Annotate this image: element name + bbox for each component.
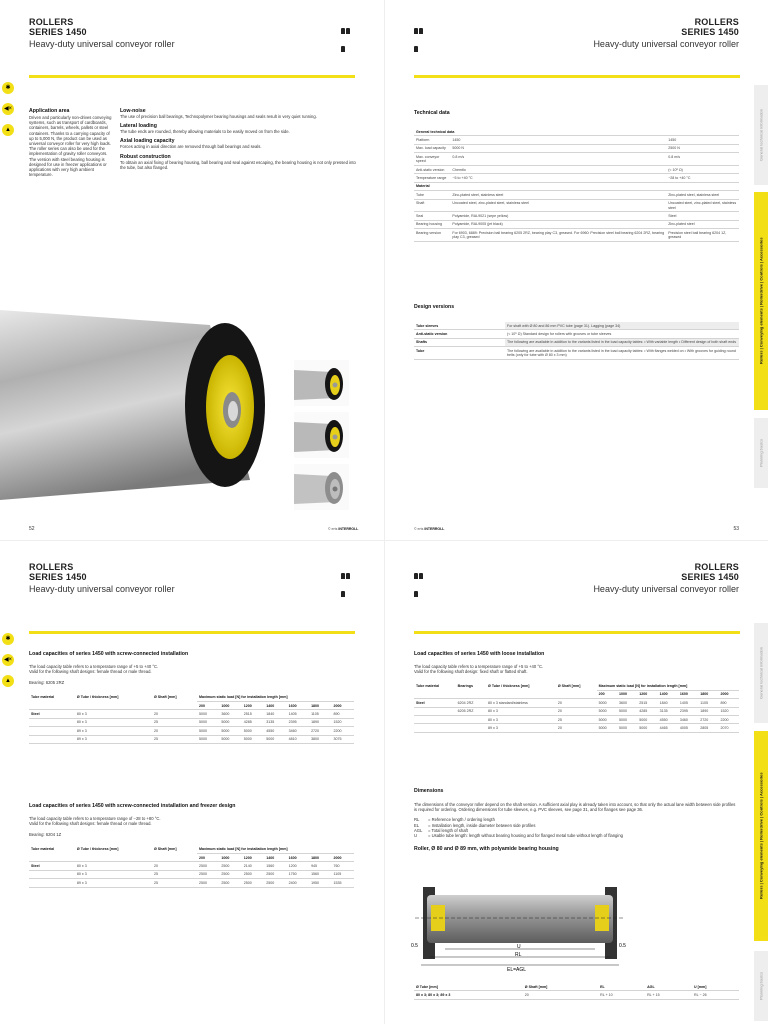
bearing-label: Bearing: 6204 1Z [29,832,62,838]
page-53 [384,0,768,540]
page-number: 52 [29,526,35,532]
table-row: Steel 80 x 3 20 2500 2500 2140 1560 1200 945 760 [29,862,354,870]
dimensions-section [414,788,739,852]
table-row: Tube sleeves For shaft with Ø 80 and 86 mm PVC tube (page 31). Lagging (page 34) [414,322,739,330]
table-row: Anti-static version Chemtlo (< 10⁶ Ω) [414,166,739,174]
header-subtitle: Heavy-duty universal conveyor roller [29,39,175,49]
section-note: The load capacity table refers to a temperature range of +5 to +40 °C. [29,664,159,669]
table-section-header: General technical data [414,128,739,136]
table-row: 80 x 3 25 2500 2500 2500 2500 1750 1560 1105 [29,870,354,878]
table-row: 80 x 3; 80 x 3; 89 x 3 20 RL + 10 RL + 15 RL − 26 [414,991,739,999]
section-note: Valid for the following shaft designs: female thread or male thread. [29,669,152,675]
table-row: Steel 80 x 3 20 5000 3600 2515 1840 1405 1105 890 [29,710,354,718]
feature-text: Forces acting in axial direction are removed through ball bearings and seals. [120,144,262,150]
section-note: Valid for the following shaft designs: female thread or male thread. [29,821,152,827]
load-capacity-loose-section [414,651,739,733]
bearing-label: Bearing: 6205 2RZ [29,680,65,686]
load-capacity-freezer-section [29,803,354,888]
roller-thumbnail [294,464,349,510]
feature-text: The use of precision ball bearings, Technopolymer bearing housings and seals result in very quiet running. [120,114,317,119]
feature-heading: Axial loading capacity [120,138,175,145]
feature-heading: Low-noise [120,108,146,114]
load-capacity-screw-section [29,651,354,744]
roller-thumbnail [294,360,349,406]
table-row: Max. conveyor speed 0.8 m/s 0.8 m/s [414,153,739,166]
heavy-load-icon: ▲ [2,124,14,136]
legend-item: RL = Reference length / ordering length [414,817,495,823]
feature-text: To obtain an axial fixing of bearing housing, ball bearing and seal against escaping, the bearing housing is not only pressed into the tube, but also flanged. [120,159,356,170]
table-row: 89 x 3 20 5000 5000 5000 4465 4005 2805 2070 [414,724,739,732]
table-row: Temperature range −5 to +40 °C −28 to +40 °C [414,174,739,182]
table-row: Bearing version For 6903, 6889: Precision ball bearing 6205 2RZ, bearing play C3, greased. For 6960: Precision steel ball bearing 6204 2RZ, bearing play C3, greased Precision steel ball bearing 6204 1Z, greased [414,229,739,242]
roller-thumbnail [294,412,349,458]
section-note: The load capacity table refers to a temperature range of +5 to +40 °C. [414,664,544,669]
load-table: Tube material Bearings Ø Tube / thickness [mm] Ø Shaft [mm] Maximum static load [N] for installation length [mm] 200 1000 1200 1400 1600 1800 2000 Steel 6204 2RZ 80 x 3 standard/stainless 20 5000 3600 2515 1840 1405 1105 890 6205 2RZ 80 x 3 20 5000 5000 4285 3135 2395 1890 1520 80 x 3 25 5000 5000 5000 4550 3460 2720 2200 89 x 3 20 5000 5000 5000 4465 4005 2805 2070 [414,682,739,732]
brand-logo-icon [414,566,428,572]
page-55 [384,540,768,1024]
dimensions-text: The dimensions of the conveyor roller depend on the shaft version. A sufficient axial play is already taken into account, so that only the actual lane width between side profiles is required for ordering. Ordering dimensions for tube sleeves, e.g. PVC sleeves, see page 31, and for flanges see page 36. [414,802,736,813]
yellow-rule [414,631,740,634]
table-row: 80 x 3 25 5000 5000 5000 4550 3460 2720 2200 [414,716,739,724]
table-row: 89 x 3 25 5000 5000 5000 5000 4810 3800 3075 [29,735,354,743]
feature-icons [2,82,14,145]
table-row: 89 x 3 20 5000 5000 5000 4550 3460 2720 2200 [29,727,354,735]
low-noise-icon: ◀× [2,103,14,115]
technical-data-table [414,128,739,242]
heavy-load-icon: ▲ [2,675,14,687]
brand-logo-icon [341,21,355,27]
header-title: ROLLERS SERIES 1450 [681,562,739,582]
drawing-label-u: U [517,944,521,950]
design-versions-heading: Design versions [414,304,455,310]
dimensions-heading: Dimensions [414,788,444,794]
freezer-icon: ✱ [2,633,14,645]
page-number: 53 [733,526,739,532]
table-row: 80 x 3 25 5000 5000 4285 3135 2395 1890 1520 [29,718,354,726]
freezer-icon: ✱ [2,82,14,94]
brand-logo-icon [341,566,355,572]
table-row: Tube The following are available in addition to the variants listed in the load capacity tables: • With flanges welded on • With grooves for guiding round belts (only for tube with Ø 80 x 3 mm) [414,347,739,360]
technical-data-heading: Technical data [414,110,450,116]
tab-rollers[interactable]: Rollers | Conveying elements | Rollerdrive | Controls | Accessories [754,192,768,410]
table-row: Anti-static version (< 10⁶ Ω) Standard design for rollers with grooves or tube sleeves [414,330,739,338]
table-row: Platform 1450 1450 [414,136,739,144]
dimension-legend [414,817,739,838]
roller-main-image [0,290,270,520]
yellow-rule [29,631,355,634]
low-noise-icon: ◀× [2,654,14,666]
application-area-heading: Application area [29,108,70,114]
yellow-rule [29,75,355,78]
page-52 [0,0,384,540]
table-row: 89 x 3 25 2500 2500 2500 2500 2400 1950 1535 [29,879,354,887]
feature-heading: Robust construction [120,153,171,160]
feature-list [120,108,360,170]
drawing-label-el-agl: EL=AGL [507,967,527,973]
brand-logo-icon [414,21,428,27]
header-subtitle: Heavy-duty universal conveyor roller [29,584,175,594]
yellow-rule [414,75,740,78]
tab-general-info[interactable]: General technical information [754,623,768,723]
tab-rollers[interactable]: Rollers | Conveying elements | Rollerdrive | Controls | Accessories [754,731,768,941]
table-row: Tube Zinc-plated steel, stainless steel Zinc-plated steel, stainless steel [414,191,739,199]
header-subtitle: Heavy-duty universal conveyor roller [593,584,739,594]
table-row: Seal Polyamide, RAL9021 (sepe yellow) Steel [414,212,739,220]
table-row: Max. load capacity 5000 N 2500 N [414,144,739,152]
table-section-header: Material [414,182,739,190]
header-title: ROLLERS SERIES 1450 [29,17,87,37]
tab-planning-basics[interactable]: Planning basics [754,418,768,488]
section-note: The load capacity table refers to a temperature range of −28 to +80 °C. [29,816,161,821]
section-heading: Load capacities of series 1450 with loose installation [414,651,545,657]
drawing-label-rl: RL [515,952,522,958]
page-54 [0,540,384,1024]
drawing-label-right-gap: 0.5 [619,943,626,949]
feature-text: The tube ends are rounded, thereby allowing materials to be easily moved on from the side. [120,129,290,135]
section-heading: Load capacities of series 1450 with screw-connected installation and freezer design [29,803,236,809]
legend-item: U = Usable tube length: length without bearing housing and for flanged metal tube without length of flanging [414,833,623,839]
feature-icons [2,633,14,696]
load-table: Tube material Ø Tube / thickness [mm] Ø Shaft [mm] Maximum static load [N] for installation length [mm] 200 1000 1200 1400 1600 1800 2000 Steel 80 x 3 20 2500 2500 2140 1560 1200 945 760 80 x 3 25 2500 2500 2500 2500 1750 1560 1105 89 x 3 25 2500 2500 2500 2500 2400 1950 1535 [29,846,354,888]
drawing-label-left-gap: 0.5 [411,943,418,949]
legend-item: EL = Installation length, inside diameter between side profiles [414,822,536,828]
brand-footer: © erts INTERROLL [414,527,445,531]
dimension-table: Ø Tube [mm] Ø Shaft [mm] EL AGL U [mm] 80 x 3; 80 x 3; 89 x 3 20 RL + 10 RL + 15 RL − 26 [414,983,739,1000]
section-heading: Load capacities of series 1450 with screw-connected installation [29,651,189,657]
header-title: ROLLERS SERIES 1450 [29,562,87,582]
legend-item: AGL = Total length of shaft [414,827,468,833]
application-area [29,108,113,177]
header-subtitle: Heavy-duty universal conveyor roller [593,39,739,49]
tab-general-info[interactable]: General technical information [754,85,768,185]
table-row: Shafts The following are available in addition to the variants listed in the load capacity tables: • With variable length • Different design of both shaft ends [414,338,739,346]
table-row: Steel 6204 2RZ 80 x 3 standard/stainless 20 5000 3600 2515 1840 1405 1105 890 [414,699,739,707]
application-area-text: Driven and particularly non-drives conveying systems, such as transport of cardboards, containers, barrels, wheels, pallets or steel containers. Thanks to a carrying capacity of up to 5,000 N, the product can be used as universal conveyor roller for very high loads. The roller series can also be used for the implementation of gravity roller conveyors. The version with steel bearing housing is designed for use in freezer applications or applications with very high ambient temperature. [29,115,112,178]
table-row: Bearing housing Polyamide, RAL9005 (jet black) Zinc-plated steel [414,220,739,228]
roller-dimension-drawing [405,881,635,973]
feature-heading: Lateral loading [120,123,157,130]
design-versions-table [414,322,739,360]
tab-planning-basics[interactable]: Planning basics [754,951,768,1021]
load-table: Tube material Ø Tube / thickness [mm] Ø Shaft [mm] Maximum static load [N] for installation length [mm] 200 1000 1200 1400 1600 1800 2000 Steel 80 x 3 20 5000 3600 2515 1840 1405 1105 890 80 x 3 25 5000 5000 4285 3135 2395 1890 1520 89 x 3 20 5000 5000 5000 4550 3460 2720 2200 89 x 3 25 5000 5000 5000 5000 4810 3800 3075 [29,694,354,744]
brand-footer: © erts INTERROLL [328,527,359,531]
table-row: 6205 2RZ 80 x 3 20 5000 5000 4285 3135 2395 1890 1520 [414,707,739,715]
section-note: Valid for the following shaft design: fixed shaft or flatted shaft. [414,669,528,675]
drawing-title: Roller, Ø 80 and Ø 89 mm, with polyamide bearing housing [414,846,559,853]
header-title: ROLLERS SERIES 1450 [681,17,739,37]
table-row: Shaft Uncoated steel, zinc-plated steel, stainless steel Uncoated steel, zinc-plated steel, stainless steel [414,199,739,212]
